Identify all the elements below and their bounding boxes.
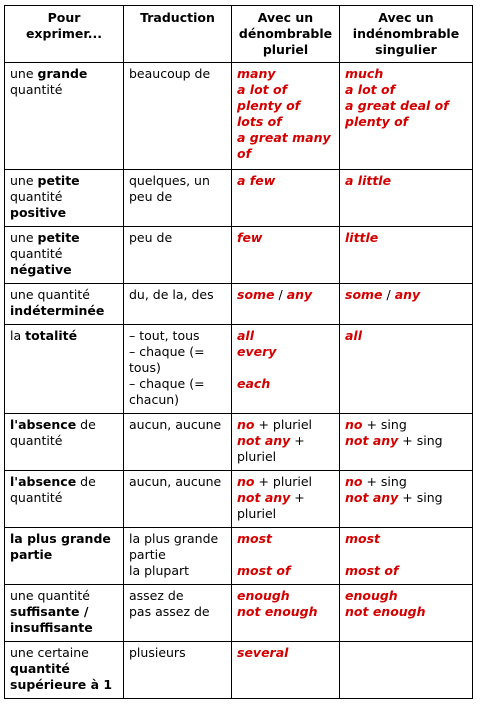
expression-keyword: petite	[37, 230, 80, 245]
expression-text: de quantité	[10, 474, 96, 505]
english-quantifier: not enough	[237, 604, 318, 619]
english-quantifier: no	[345, 474, 363, 489]
translation-line: aucun, aucune	[129, 474, 222, 489]
english-quantifier: a little	[345, 173, 392, 188]
translation-line: assez de	[129, 588, 184, 603]
english-quantifier: not any	[237, 490, 291, 505]
line-gap	[237, 360, 335, 376]
expression-text: quantité	[10, 82, 63, 97]
english-quantifier: a lot of	[237, 82, 288, 97]
english-line	[345, 588, 468, 604]
translation-cell	[124, 227, 232, 284]
expression-cell	[5, 170, 124, 227]
english-line	[345, 328, 468, 344]
english-note: + pluriel	[237, 490, 305, 521]
english-quantifier: a few	[237, 173, 276, 188]
english-quantifier: any	[286, 287, 313, 302]
english-quantifier: any	[394, 287, 421, 302]
english-quantifier: a great deal of	[345, 98, 449, 113]
plural-cell	[232, 642, 340, 699]
translation-cell	[124, 414, 232, 471]
expression-text: une certaine	[10, 645, 89, 660]
expression-text: la	[10, 328, 26, 343]
plural-cell	[232, 227, 340, 284]
english-quantifier: enough	[345, 588, 398, 603]
table-row	[5, 227, 473, 284]
plural-cell	[232, 585, 340, 642]
english-quantifier: much	[345, 66, 384, 81]
plural-cell	[232, 528, 340, 585]
translation-cell	[124, 325, 232, 414]
translation-line: la plus grande partie	[129, 531, 219, 562]
expression-keyword: négative	[10, 262, 72, 277]
english-quantifier: not any	[345, 490, 399, 505]
english-line	[345, 66, 468, 82]
translation-line: aucun, aucune	[129, 417, 222, 432]
singular-cell	[340, 585, 473, 642]
header-cell: Avec un indénombrable singulier	[340, 6, 473, 63]
english-line	[237, 588, 335, 604]
english-quantifier: most	[345, 531, 381, 546]
english-line	[237, 66, 335, 82]
english-line	[237, 531, 335, 547]
translation-cell	[124, 642, 232, 699]
english-quantifier: several	[237, 645, 289, 660]
english-line	[345, 82, 468, 98]
translation-line: la plupart	[129, 563, 190, 578]
table-row	[5, 63, 473, 170]
english-line	[237, 344, 335, 360]
english-line	[345, 417, 468, 433]
expression-text: une	[10, 230, 38, 245]
expression-text: de quantité	[10, 417, 96, 448]
line-gap	[345, 547, 468, 563]
plural-cell	[232, 63, 340, 170]
singular-cell	[340, 325, 473, 414]
english-note: + sing	[398, 433, 443, 448]
english-line	[345, 531, 468, 547]
english-line	[237, 230, 335, 246]
english-quantifier: no	[237, 474, 255, 489]
table-row	[5, 585, 473, 642]
english-quantifier: no	[237, 417, 255, 432]
translation-line: pas assez de	[129, 604, 210, 619]
expression-keyword: grande	[37, 66, 88, 81]
english-line	[237, 173, 335, 189]
expression-keyword: petite	[37, 173, 80, 188]
english-quantifier: many	[237, 66, 276, 81]
expression-cell	[5, 585, 124, 642]
english-line	[237, 376, 335, 392]
expression-cell	[5, 414, 124, 471]
translation-line: – tout, tous	[129, 328, 200, 343]
table-row	[5, 471, 473, 528]
english-quantifier: few	[237, 230, 263, 245]
english-quantifier: enough	[237, 588, 290, 603]
table-row	[5, 325, 473, 414]
english-line	[345, 490, 468, 506]
expression-cell	[5, 284, 124, 325]
english-note: + pluriel	[254, 417, 313, 432]
plural-cell	[232, 284, 340, 325]
translation-line: du, de la, des	[129, 287, 214, 302]
english-line	[345, 173, 468, 189]
english-quantifier: not enough	[345, 604, 426, 619]
table-row	[5, 284, 473, 325]
expression-cell	[5, 227, 124, 284]
expression-keyword: la plus grande partie	[10, 531, 111, 562]
translation-cell	[124, 471, 232, 528]
expression-text: une quantité	[10, 287, 90, 302]
header-row	[5, 6, 473, 63]
english-quantifier: most of	[345, 563, 399, 578]
quantifiers-table	[4, 5, 473, 699]
english-line	[237, 645, 335, 661]
english-quantifier: every	[237, 344, 277, 359]
singular-cell	[340, 63, 473, 170]
english-line	[237, 563, 335, 579]
english-quantifier: some	[237, 287, 275, 302]
english-quantifier: most of	[237, 563, 291, 578]
table-row	[5, 170, 473, 227]
expression-cell	[5, 471, 124, 528]
english-note: /	[274, 287, 287, 302]
english-quantifier: most	[237, 531, 273, 546]
expression-keyword: l'absence	[10, 474, 77, 489]
header-cell: Traduction	[124, 6, 232, 63]
english-line	[237, 114, 335, 130]
english-line	[345, 563, 468, 579]
english-line	[345, 98, 468, 114]
translation-cell	[124, 63, 232, 170]
english-note: + pluriel	[237, 433, 305, 464]
english-quantifier: lots of	[237, 114, 282, 129]
singular-cell	[340, 471, 473, 528]
english-line	[345, 230, 468, 246]
english-note: + pluriel	[254, 474, 313, 489]
english-line	[237, 474, 335, 490]
singular-cell	[340, 170, 473, 227]
english-line	[237, 130, 335, 162]
english-line	[345, 114, 468, 130]
english-quantifier: plenty of	[237, 98, 301, 113]
english-note: + sing	[362, 474, 407, 489]
english-quantifier: each	[237, 376, 271, 391]
translation-line: – chaque (= tous)	[129, 344, 205, 375]
plural-cell	[232, 325, 340, 414]
header-cell: Avec un dénombrable pluriel	[232, 6, 340, 63]
translation-line: beaucoup de	[129, 66, 211, 81]
english-quantifier: a great many of	[237, 130, 331, 161]
english-line	[345, 604, 468, 620]
singular-cell	[340, 414, 473, 471]
english-line	[237, 604, 335, 620]
expression-keyword: totalité	[25, 328, 78, 343]
singular-cell	[340, 227, 473, 284]
line-gap	[237, 547, 335, 563]
translation-cell	[124, 170, 232, 227]
english-quantifier: a lot of	[345, 82, 396, 97]
expression-cell	[5, 528, 124, 585]
english-quantifier: all	[237, 328, 255, 343]
table-row	[5, 642, 473, 699]
english-line	[237, 328, 335, 344]
expression-text: une	[10, 173, 38, 188]
translation-line: peu de	[129, 230, 173, 245]
english-quantifier: little	[345, 230, 379, 245]
singular-cell	[340, 642, 473, 699]
expression-keyword: positive	[10, 205, 67, 220]
translation-cell	[124, 528, 232, 585]
english-line	[237, 287, 335, 303]
english-note: + sing	[362, 417, 407, 432]
english-line	[237, 417, 335, 433]
english-line	[237, 433, 335, 465]
expression-keyword: l'absence	[10, 417, 77, 432]
english-note: /	[382, 287, 395, 302]
expression-text: une	[10, 66, 38, 81]
expression-text: quantité	[10, 246, 63, 261]
singular-cell	[340, 284, 473, 325]
english-line	[345, 287, 468, 303]
english-note: + sing	[398, 490, 443, 505]
translation-cell	[124, 284, 232, 325]
plural-cell	[232, 414, 340, 471]
header-cell: Pour exprimer...	[5, 6, 124, 63]
english-quantifier: some	[345, 287, 383, 302]
english-line	[345, 433, 468, 449]
english-quantifier: no	[345, 417, 363, 432]
expression-keyword: suffisante / insuffisante	[10, 604, 93, 635]
translation-cell	[124, 585, 232, 642]
english-quantifier: not any	[237, 433, 291, 448]
english-line	[237, 82, 335, 98]
english-quantifier: plenty of	[345, 114, 409, 129]
expression-text: une quantité	[10, 588, 90, 603]
english-line	[237, 98, 335, 114]
plural-cell	[232, 471, 340, 528]
expression-text: quantité	[10, 189, 63, 204]
expression-keyword: quantité supérieure à 1	[10, 661, 113, 692]
expression-cell	[5, 325, 124, 414]
translation-line: plusieurs	[129, 645, 186, 660]
table-row	[5, 414, 473, 471]
table-row	[5, 528, 473, 585]
plural-cell	[232, 170, 340, 227]
english-line	[237, 490, 335, 522]
singular-cell	[340, 528, 473, 585]
translation-line: quelques, un peu de	[129, 173, 210, 204]
expression-keyword: indéterminée	[10, 303, 105, 318]
translation-line: – chaque (= chacun)	[129, 376, 205, 407]
expression-cell	[5, 63, 124, 170]
english-quantifier: not any	[345, 433, 399, 448]
english-line	[345, 474, 468, 490]
expression-cell	[5, 642, 124, 699]
english-quantifier: all	[345, 328, 363, 343]
